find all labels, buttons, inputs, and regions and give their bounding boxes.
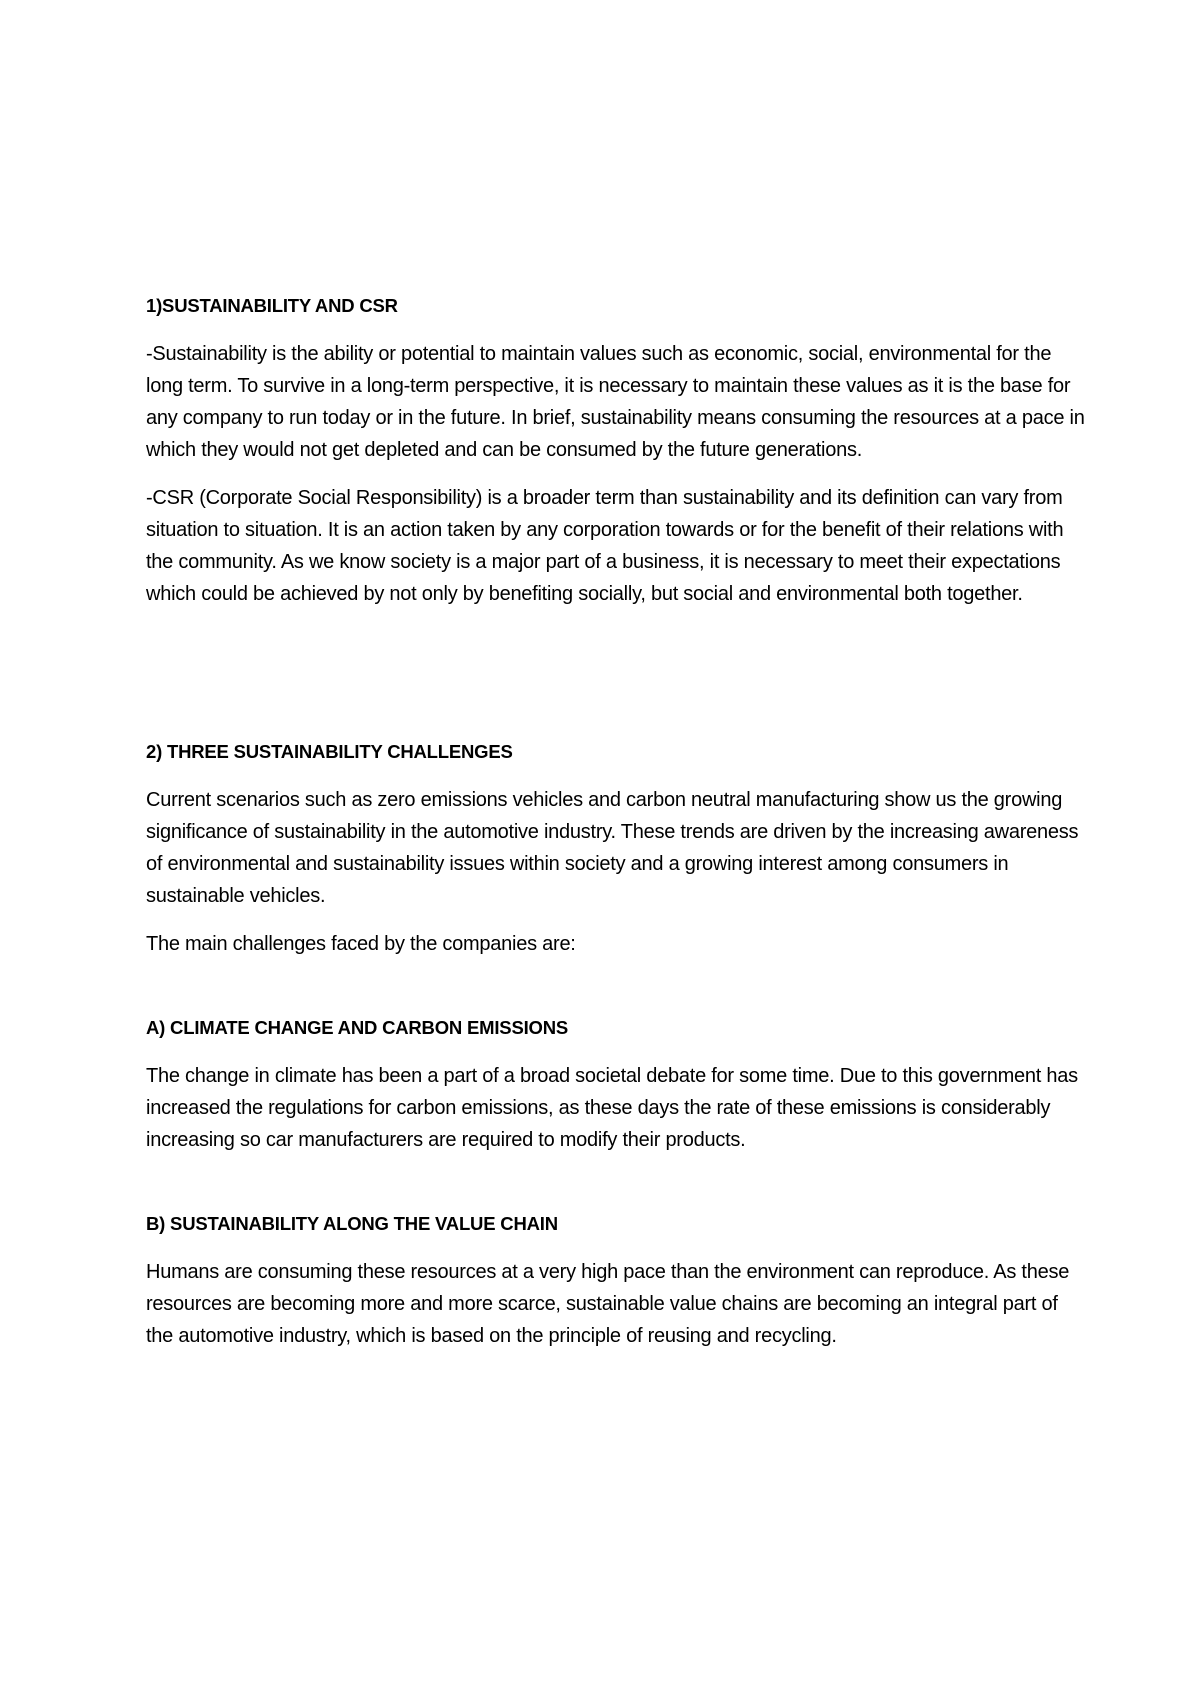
- challenge-b-paragraph: Humans are consuming these resources at a very high pace than the environment can reproduce. As these resources are becoming more and more scarce, sustainable value chains are becoming an integral part of the automotive industry, which is based on the principle of reusing and recycling.: [146, 1261, 1070, 1347]
- spacer: [146, 976, 1086, 1012]
- challenges-intro-paragraph: Current scenarios such as zero emissions vehicles and carbon neutral manufacturing show us the growing significance of sustainability in the automotive industry. These trends are driven by the increasing awareness of environmental and sustainability issues within society and a growing interest among consumers in sustainable vehicles.: [146, 789, 1079, 907]
- spacer: [146, 1172, 1086, 1208]
- challenge-b-heading: B) SUSTAINABILITY ALONG THE VALUE CHAIN: [146, 1213, 558, 1234]
- spacer: [146, 626, 1086, 736]
- section-1-heading: 1)SUSTAINABILITY AND CSR: [146, 295, 398, 316]
- csr-paragraph: -CSR (Corporate Social Responsibility) is a broader term than sustainability and its definition can vary from situation to situation. It is an action taken by any corporation towards or for the benefit of their relations with the community. As we know society is a major part of a business, it is necessary to meet their expectations which could be achieved by not only by benefiting socially, but social and environmental both together.: [146, 487, 1064, 605]
- challenges-list-intro: The main challenges faced by the companies are:: [146, 933, 576, 955]
- challenge-a-heading: A) CLIMATE CHANGE AND CARBON EMISSIONS: [146, 1017, 569, 1038]
- sustainability-paragraph: -Sustainability is the ability or potential to maintain values such as economic, social, environmental for the long term. To survive in a long-term perspective, it is necessary to maintain these values as it is the base for any company to run today or in the future. In brief, sustainability means consuming the resources at a pace in which they would not get depleted and can be consumed by the future generations.: [146, 343, 1085, 461]
- challenge-a-paragraph: The change in climate has been a part of a broad societal debate for some time. Due to this government has increased the regulations for carbon emissions, as these days the rate of these emissions is considerably increasing so car manufacturers are required to modify their products.: [146, 1065, 1078, 1151]
- document-page: [146, 290, 1086, 1368]
- section-2-heading: 2) THREE SUSTAINABILITY CHALLENGES: [146, 741, 513, 762]
